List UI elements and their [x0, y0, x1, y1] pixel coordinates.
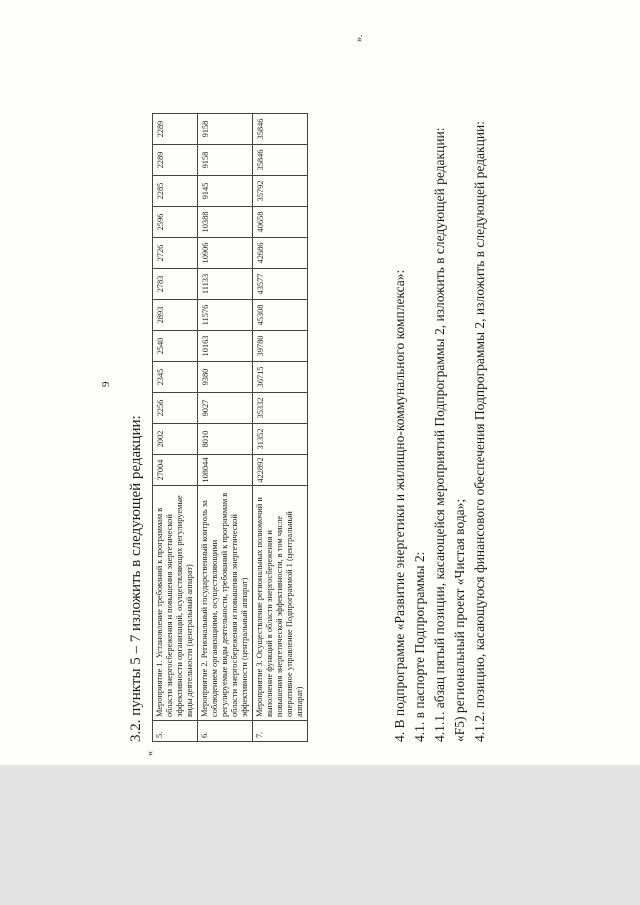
- value-cell: 9380: [198, 362, 253, 393]
- table-row: [253, 114, 308, 742]
- value-cell: 2596: [153, 207, 198, 238]
- value-cell: 2002: [153, 424, 198, 455]
- value-cell: 2345: [153, 362, 198, 393]
- value-cell: 10163: [198, 331, 253, 362]
- value-cell: 2289: [153, 145, 198, 176]
- row-description: Мероприятие 2. Региональный государственный контроль за соблюдением организациями, осуществляющими регулируемые виды деятельности, требований к программам в области энергосбережения и повышения энергетической эффективности (центральный аппарат): [198, 486, 253, 721]
- value-cell: 8010: [198, 424, 253, 455]
- value-cell: 9145: [198, 176, 253, 207]
- value-cell: 45308: [253, 300, 308, 331]
- value-cell: 27004: [153, 455, 198, 486]
- scan-margin: [0, 765, 640, 905]
- value-cell: 108044: [198, 455, 253, 486]
- value-cell: 2540: [153, 331, 198, 362]
- value-cell: 43577: [253, 269, 308, 300]
- value-cell: 9158: [198, 145, 253, 176]
- paragraph-4-1-2: 4.1.2. позицию, касающуюся финансового обеспечения Подпрограммы 2, изложить в следующей редакции:: [472, 120, 487, 742]
- value-cell: 42686: [253, 238, 308, 269]
- row-number: 7.: [253, 721, 308, 742]
- paragraph-4: 4. В подпрограмме «Развитие энергетики и жилищно-коммунального комплекса»:: [392, 269, 407, 742]
- quote-close: ».: [354, 34, 365, 42]
- value-cell: 2726: [153, 238, 198, 269]
- table-row: [198, 114, 253, 742]
- table-row: [153, 114, 198, 742]
- value-cell: 2289: [153, 114, 198, 145]
- value-cell: 422892: [253, 455, 308, 486]
- value-cell: 9027: [198, 393, 253, 424]
- value-cell: 9158: [198, 114, 253, 145]
- value-cell: 35846: [253, 114, 308, 145]
- row-number: 6.: [198, 721, 253, 742]
- value-cell: 35846: [253, 145, 308, 176]
- paragraph-4-1-1: 4.1.1. абзац пятый позиции, касающейся мероприятий Подпрограммы 2, изложить в следующей редакции:: [432, 127, 447, 742]
- page-number: 9: [100, 381, 112, 387]
- section-heading: 3.2. пункты 5 – 7 изложить в следующей редакции:: [128, 415, 144, 742]
- value-cell: 10906: [198, 238, 253, 269]
- quote-open: «: [145, 751, 156, 756]
- value-cell: 2783: [153, 269, 198, 300]
- value-cell: 2285: [153, 176, 198, 207]
- value-cell: 10388: [198, 207, 253, 238]
- paragraph-f5: «F5) региональный проект «Чистая вода»;: [452, 498, 467, 742]
- value-cell: 35332: [253, 393, 308, 424]
- value-cell: 2893: [153, 300, 198, 331]
- value-cell: 36715: [253, 362, 308, 393]
- rotated-content: [40, 22, 600, 756]
- row-number: 5.: [153, 721, 198, 742]
- paragraph-4-1: 4.1. в паспорте Подпрограммы 2:: [412, 551, 427, 742]
- value-cell: 39780: [253, 331, 308, 362]
- value-cell: 35792: [253, 176, 308, 207]
- row-description: Мероприятие 1. Установление требований к программам в области энергосбережения и повышения энергетической эффективности организаций, осуществляющих регулируемые виды деятельности (центральный аппарат): [153, 486, 198, 721]
- measures-table: [152, 113, 308, 742]
- value-cell: 2256: [153, 393, 198, 424]
- row-description: Мероприятие 3. Осуществление региональных полномочий и выполнение функций в области энергосбережения и повышения энергетической эффективности, в том числе оперативное управление Подпрограммой 1 (центральный аппарат): [253, 486, 308, 721]
- value-cell: 11576: [198, 300, 253, 331]
- value-cell: 40658: [253, 207, 308, 238]
- value-cell: 11133: [198, 269, 253, 300]
- value-cell: 31352: [253, 424, 308, 455]
